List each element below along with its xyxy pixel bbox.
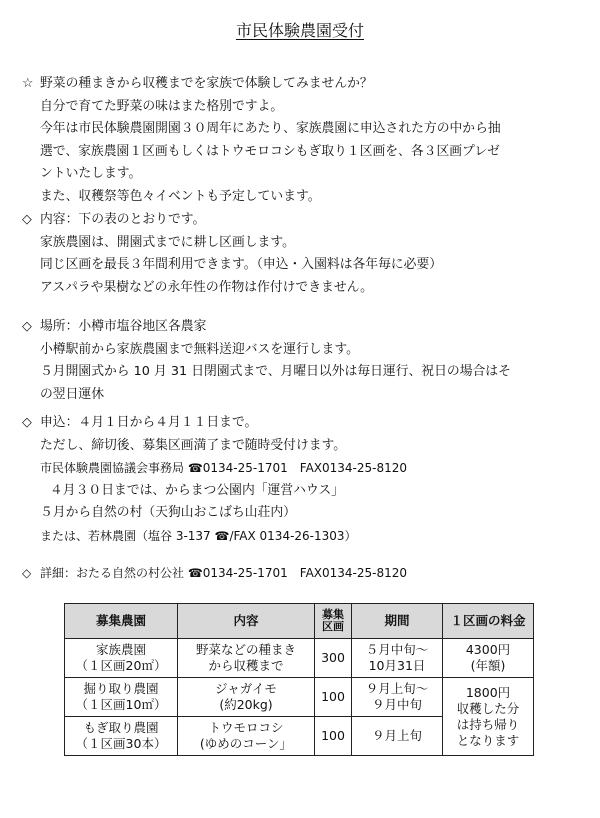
farm-cell: 家族農園 （１区画20㎡） <box>65 639 178 678</box>
detail-heading: 詳細：おたる自然の村公社 ☎0134-25-1701 FAX0134-25-8120 <box>40 566 408 580</box>
slots-cell: 300 <box>315 639 352 678</box>
column-header: 募集農園 <box>65 604 178 639</box>
period-cell: ９月上旬 <box>352 717 443 756</box>
page-title: 市民体験農園受付 <box>235 21 364 40</box>
content-cell: ジャガイモ (約20kg) <box>178 678 315 717</box>
apply-contact: 市民体験農園協議会事務局 ☎0134-25-1701 FAX0134-25-8120 <box>40 461 408 475</box>
detail-section <box>22 562 582 585</box>
place-section <box>22 316 582 406</box>
column-header: １区画の料金 <box>443 604 534 639</box>
content-section <box>22 209 582 299</box>
content-cell: 野菜などの種まき から収穫まで <box>178 639 315 678</box>
content-line: 家族農園は、開園式までに耕し区画します。 <box>40 234 295 250</box>
content-line: アスパラや果樹などの永年性の作物は作付けできません。 <box>40 279 373 295</box>
apply-line: ４月３０日までは、からまつ公園内「運営ハウス」 <box>50 482 344 498</box>
slots-cell: 100 <box>315 678 352 717</box>
content-line: 同じ区画を最長３年間利用できます。（申込・入園料は各年毎に必要） <box>40 257 443 272</box>
place-line: 小樽駅前から家族農園まで無料送迎バスを運行します。 <box>40 341 359 357</box>
fee-cell: 4300円 (年額) <box>443 639 534 678</box>
apply-line: ただし、締切後、募集区画満了まで随時受付けます。 <box>40 437 347 453</box>
place-heading: 場所：小樽市塩谷地区各農家 <box>40 319 207 334</box>
intro-section <box>22 73 582 208</box>
apply-line: ５月から自然の村（天狗山おこばち山荘内） <box>40 505 296 520</box>
content-heading: 内容：下の表のとおりです。 <box>40 212 206 227</box>
period-cell: ９月上旬～ ９月中旬 <box>352 678 443 717</box>
intro-line: ントいたします。 <box>40 166 142 181</box>
apply-heading: 申込：４月１日から４月１１日まで。 <box>40 415 258 430</box>
intro-line: 自分で育てた野菜の味はまた格別ですよ。 <box>40 98 284 114</box>
diamond-icon: ◇ <box>22 566 32 580</box>
apply-contact: または、若林農園（塩谷 3-137 ☎/FAX 0134-26-1303） <box>40 528 357 543</box>
table-row <box>65 678 534 717</box>
intro-line: また、収穫祭等色々イベントも予定しています。 <box>40 188 321 204</box>
diamond-icon: ◇ <box>22 415 32 430</box>
table-row <box>65 639 534 678</box>
place-line: の翌日運休 <box>40 386 104 402</box>
shared-fee-cell: 1800円 収穫した分 は持ち帰り となります <box>443 678 534 756</box>
recruitment-table <box>64 603 534 756</box>
table-header-row <box>65 604 534 639</box>
farm-cell: 掘り取り農園 （１区画10㎡） <box>65 678 178 717</box>
star-icon: ☆ <box>22 76 34 91</box>
slots-cell: 100 <box>315 717 352 756</box>
intro-line: 選で、家族農園１区画もしくはトウモロコシもぎ取り１区画を、各３区画プレゼ <box>40 143 500 159</box>
column-header: 期間 <box>352 604 443 639</box>
place-line: ５月開園式から 10 月 31 日閉園式まで、月曜日以外は毎日運行、祝日の場合はそ <box>40 364 511 379</box>
diamond-icon: ◇ <box>22 212 32 227</box>
intro-line: 今年は市民体験農園開園３０周年にあたり、家族農園に申込された方の中から抽 <box>40 121 501 136</box>
intro-line: 野菜の種まきから収穫までを家族で体験してみませんか？ <box>40 76 373 91</box>
column-header: 募集区画 <box>315 604 352 639</box>
column-header: 内容 <box>178 604 315 639</box>
farm-cell: もぎ取り農園 （１区画30本） <box>65 717 178 756</box>
content-cell: トウモロコシ (ゆめのコーン」 <box>178 717 315 756</box>
period-cell: ５月中旬～ 10月31日 <box>352 639 443 678</box>
apply-section <box>22 412 582 547</box>
diamond-icon: ◇ <box>22 319 32 334</box>
